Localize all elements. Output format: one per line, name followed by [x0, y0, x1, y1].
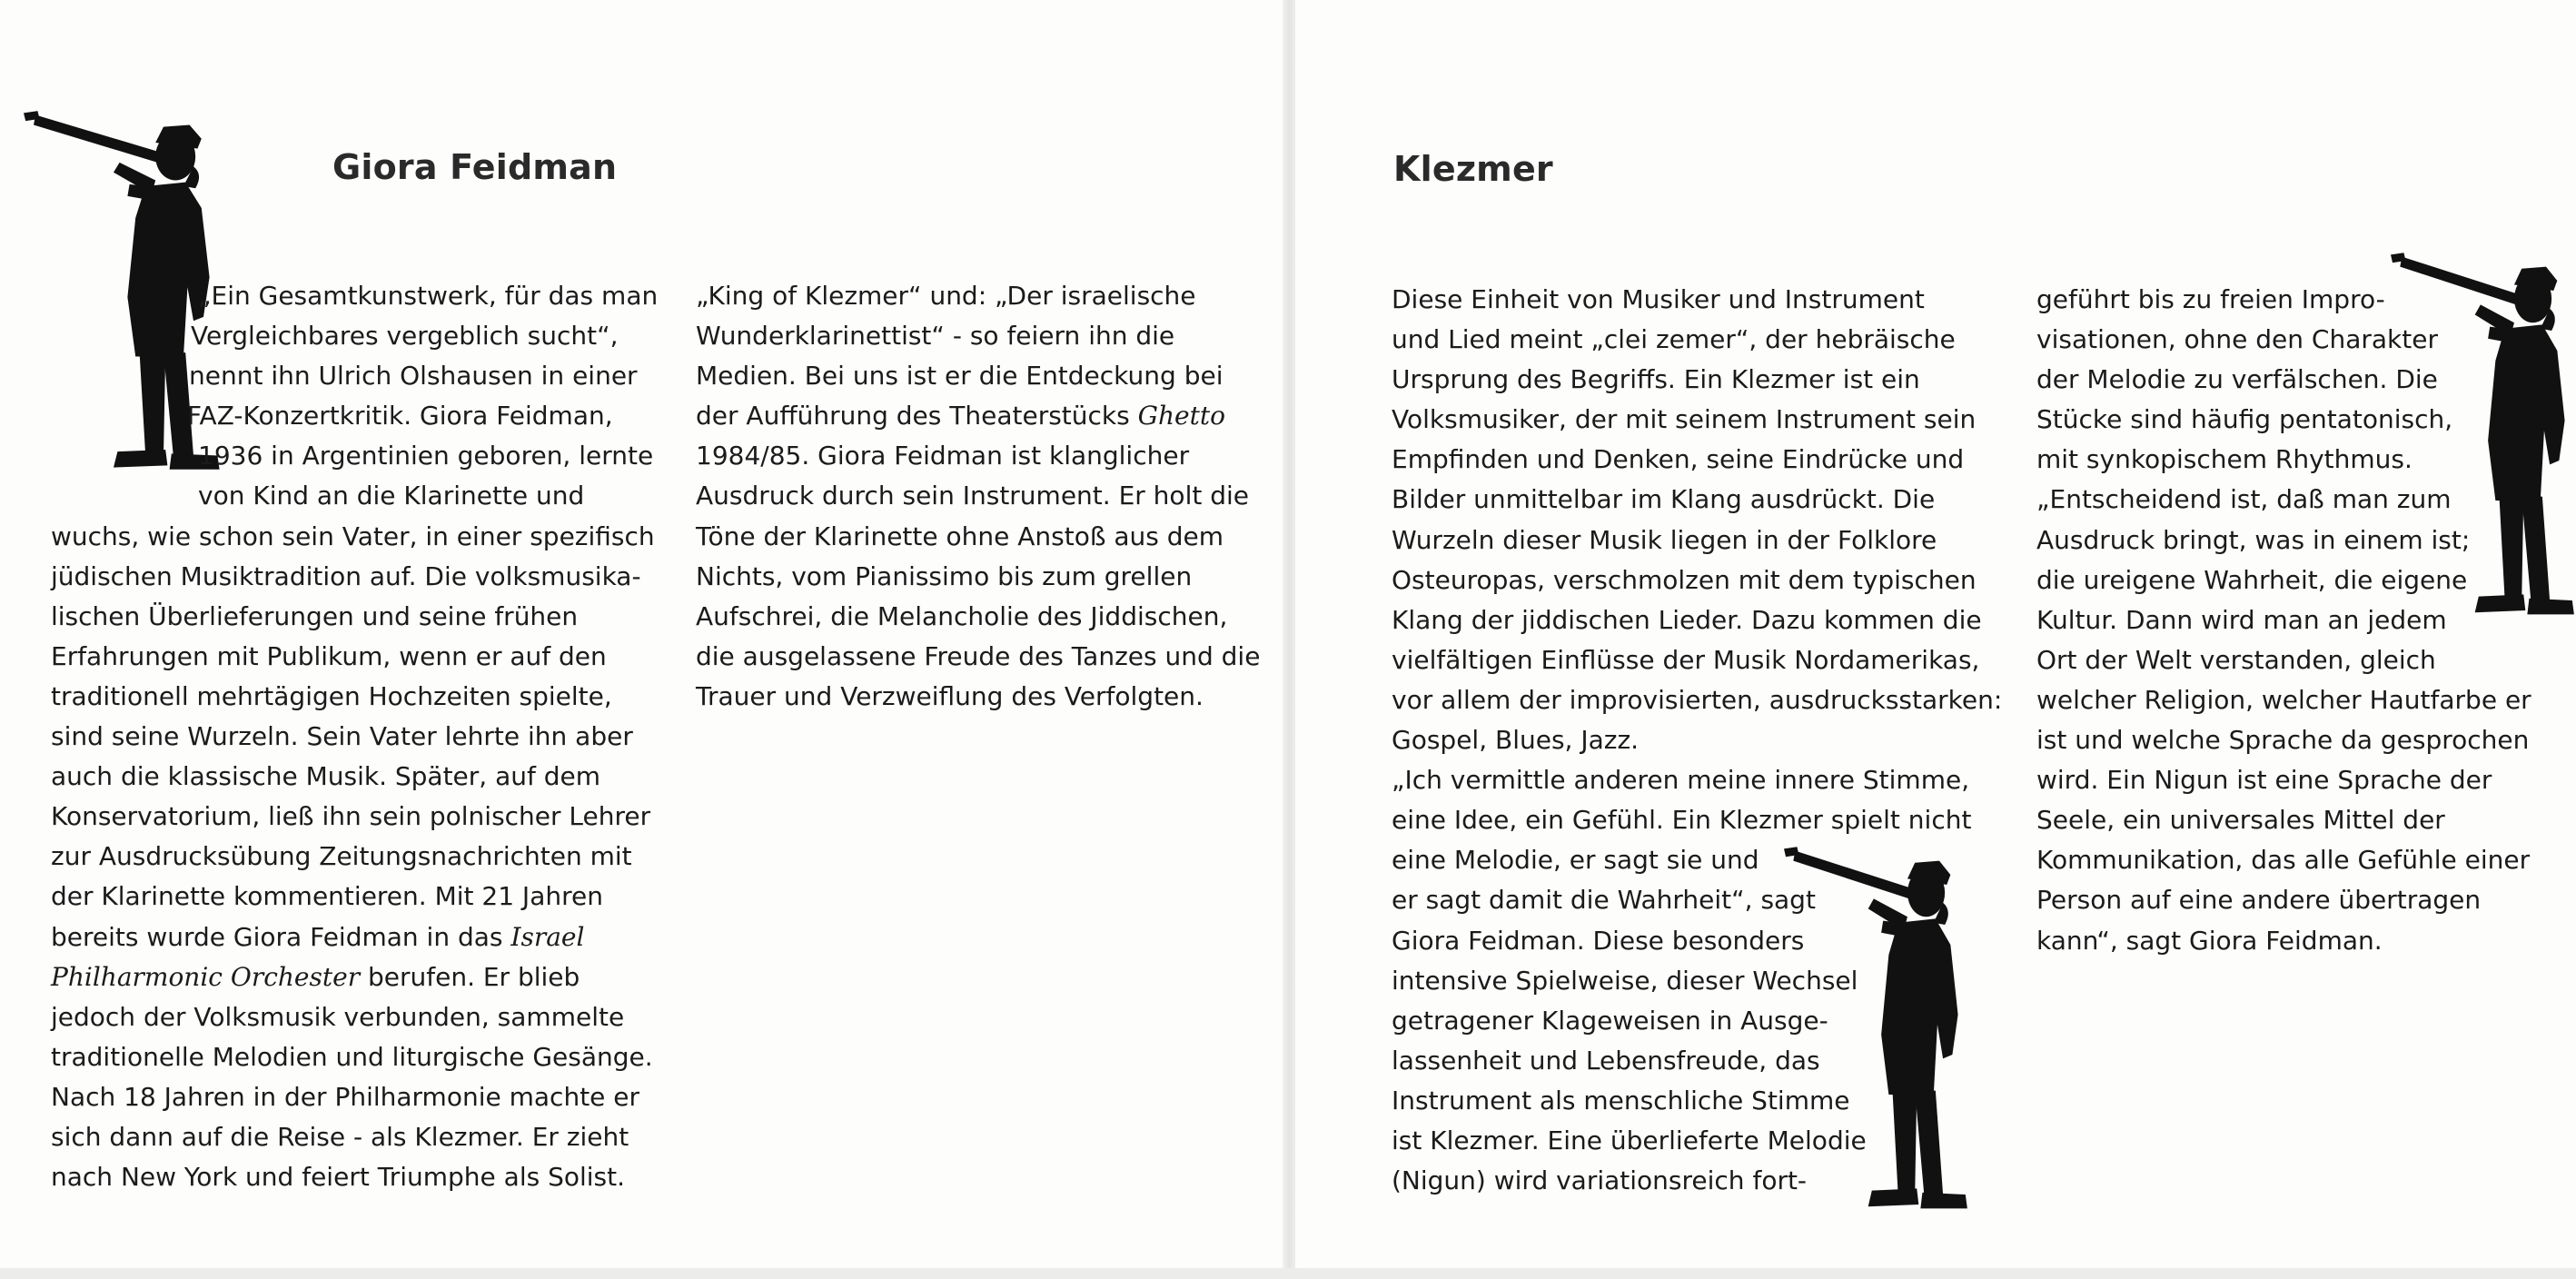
- italic-run: Philharmonic Orchester: [51, 961, 361, 992]
- text-line: die ausgelassene Freude des Tanzes und die: [696, 640, 1261, 671]
- text-line: 1984/85. Giora Feidman ist klanglicher: [696, 441, 1190, 471]
- text-line: Medien. Bei uns ist er die Entdeckung bei: [696, 361, 1224, 392]
- text-column-left-1: [51, 276, 658, 1197]
- text-line: er sagt damit die Wahrheit“, sagt: [1392, 885, 1816, 916]
- text-line: geführt bis zu freien Impro-: [2036, 284, 2385, 314]
- text-line: auch die klassische Musik. Später, auf dem: [51, 761, 601, 792]
- text-line: traditionelle Melodien und liturgische Gesänge.: [51, 1041, 653, 1072]
- text-line: wuchs, wie schon sein Vater, in einer spezifisch: [51, 521, 655, 551]
- text-line: [51, 957, 658, 997]
- text-line: getragener Klageweisen in Ausge-: [1392, 1005, 1828, 1036]
- text-line: Töne der Klarinette ohne Anstoß aus dem: [696, 521, 1224, 551]
- text-line: nach New York und feiert Triumphe als Solist.: [51, 1162, 626, 1193]
- text-line: sind seine Wurzeln. Sein Vater lehrte ihn aber: [51, 721, 633, 752]
- text-line: mit synkopischem Rhythmus.: [2036, 444, 2413, 475]
- text-line: nennt ihn Ulrich Olshausen in einer: [189, 361, 638, 392]
- text-line: ist und welche Sprache da gesprochen: [2036, 725, 2530, 756]
- text-column-right-2: [2036, 280, 2531, 961]
- text-line: kann“, sagt Giora Feidman.: [2036, 925, 2383, 956]
- right-page: [1295, 0, 2576, 1279]
- text-line: „Ein Gesamtkunstwerk, für das man: [198, 281, 659, 311]
- text-line: von Kind an die Klarinette und: [198, 481, 585, 511]
- text-line: Kommunikation, das alle Gefühle einer: [2036, 845, 2531, 876]
- text-line: Empfinden und Denken, seine Eindrücke und: [1392, 444, 1965, 475]
- text-line: (Nigun) wird variationsreich fort-: [1392, 1165, 1808, 1196]
- text-line: Ort der Welt verstanden, gleich: [2036, 644, 2436, 675]
- text-line: wird. Ein Nigun ist eine Sprache der: [2036, 765, 2492, 796]
- text-line: Gospel, Blues, Jazz.: [1392, 725, 1640, 756]
- text-line: Bilder unmittelbar im Klang ausdrückt. Die: [1392, 484, 1936, 515]
- text-line: Giora Feidman. Diese besonders: [1392, 925, 1805, 956]
- text-line: Wunderklarinettist“ - so feiern ihn die: [696, 321, 1175, 352]
- text-run: bereits wurde Giora Feidman in das: [51, 921, 511, 952]
- text-line: Erfahrungen mit Publikum, wenn er auf den: [51, 640, 607, 671]
- text-line: Kultur. Dann wird man an jedem: [2036, 604, 2447, 635]
- text-line: der Melodie zu verfälschen. Die: [2036, 364, 2438, 395]
- text-line: Stücke sind häufig pentatonisch,: [2036, 404, 2453, 435]
- text-line: sich dann auf die Reise - als Klezmer. Er zieht: [51, 1121, 629, 1152]
- text-line: [51, 917, 658, 957]
- text-line: Ausdruck bringt, was in einem ist;: [2036, 524, 2471, 555]
- text-line: ist Klezmer. Eine überlieferte Melodie: [1392, 1125, 1867, 1155]
- text-line: Ursprung des Begriffs. Ein Klezmer ist ein: [1392, 364, 1920, 395]
- italic-run: Ghetto: [1137, 401, 1225, 431]
- text-line: 1936 in Argentinien geboren, lernte: [198, 441, 654, 471]
- text-line: FAZ-Konzertkritik. Giora Feidman,: [187, 401, 613, 431]
- text-line: eine Melodie, er sagt sie und: [1392, 845, 1759, 876]
- text-line: zur Ausdrucksübung Zeitungsnachrichten mit: [51, 841, 632, 872]
- text-line: jedoch der Volksmusik verbunden, sammelte: [51, 1001, 625, 1032]
- text-line: Person auf eine andere übertragen: [2036, 885, 2482, 916]
- text-line: intensive Spielweise, dieser Wechsel: [1392, 965, 1858, 996]
- text-column-left-2: [696, 276, 1260, 717]
- text-line: vielfältigen Einflüsse der Musik Nordamerikas,: [1392, 644, 1980, 675]
- text-line: traditionell mehrtägigen Hochzeiten spielte,: [51, 680, 612, 711]
- text-line: Vergleichbares vergeblich sucht“,: [191, 321, 619, 352]
- page-title-giora-feidman: Giora Feidman: [332, 147, 618, 187]
- text-column-right-1: [1392, 280, 2002, 1201]
- page-title-klezmer: Klezmer: [1393, 149, 1553, 189]
- text-line: Trauer und Verzweiflung des Verfolgten.: [696, 680, 1204, 711]
- text-line: Ausdruck durch sein Instrument. Er holt die: [696, 481, 1249, 511]
- text-line: [696, 396, 1260, 436]
- page-bottom-edge: [0, 1268, 2576, 1279]
- text-line: welcher Religion, welcher Hautfarbe er: [2036, 684, 2531, 715]
- text-run: der Aufführung des Theaterstücks: [696, 401, 1138, 431]
- text-line: Diese Einheit von Musiker und Instrument: [1392, 284, 1925, 314]
- text-line: eine Idee, ein Gefühl. Ein Klezmer spielt nicht: [1392, 805, 1972, 836]
- text-line: Klang der jiddischen Lieder. Dazu kommen die: [1392, 604, 1982, 635]
- text-line: lassenheit und Lebensfreude, das: [1392, 1045, 1820, 1076]
- text-line: Instrument als menschliche Stimme: [1392, 1085, 1850, 1115]
- text-line: Nichts, vom Pianissimo bis zum grellen: [696, 560, 1193, 591]
- text-line: Nach 18 Jahren in der Philharmonie machte er: [51, 1081, 640, 1112]
- text-line: Volksmusiker, der mit seinem Instrument sein: [1392, 404, 1977, 435]
- text-line: Aufschrei, die Melancholie des Jiddischen,: [696, 600, 1228, 631]
- text-line: visationen, ohne den Charakter: [2036, 324, 2438, 355]
- italic-run: Israel: [510, 921, 585, 952]
- text-run: berufen. Er blieb: [360, 961, 580, 992]
- text-line: Konservatorium, ließ ihn sein polnischer Lehrer: [51, 801, 651, 832]
- text-line: „Ich vermittle anderen meine innere Stimme,: [1392, 765, 1970, 796]
- text-line: Osteuropas, verschmolzen mit dem typischen: [1392, 564, 1977, 595]
- text-line: vor allem der improvisierten, ausdrucksstarken:: [1392, 684, 2003, 715]
- text-line: Wurzeln dieser Musik liegen in der Folklore: [1392, 524, 1937, 555]
- text-line: der Klarinette kommentieren. Mit 21 Jahren: [51, 881, 603, 912]
- text-line: jüdischen Musiktradition auf. Die volksmusika-: [51, 560, 641, 591]
- text-line: die ureigene Wahrheit, die eigene: [2036, 564, 2468, 595]
- text-line: „King of Klezmer“ und: „Der israelische: [696, 281, 1196, 311]
- text-line: Seele, ein universales Mittel der: [2036, 805, 2445, 836]
- text-line: lischen Überlieferungen und seine frühen: [51, 600, 579, 631]
- text-line: und Lied meint „clei zemer“, der hebräische: [1392, 324, 1956, 355]
- text-line: „Entscheidend ist, daß man zum: [2036, 484, 2452, 515]
